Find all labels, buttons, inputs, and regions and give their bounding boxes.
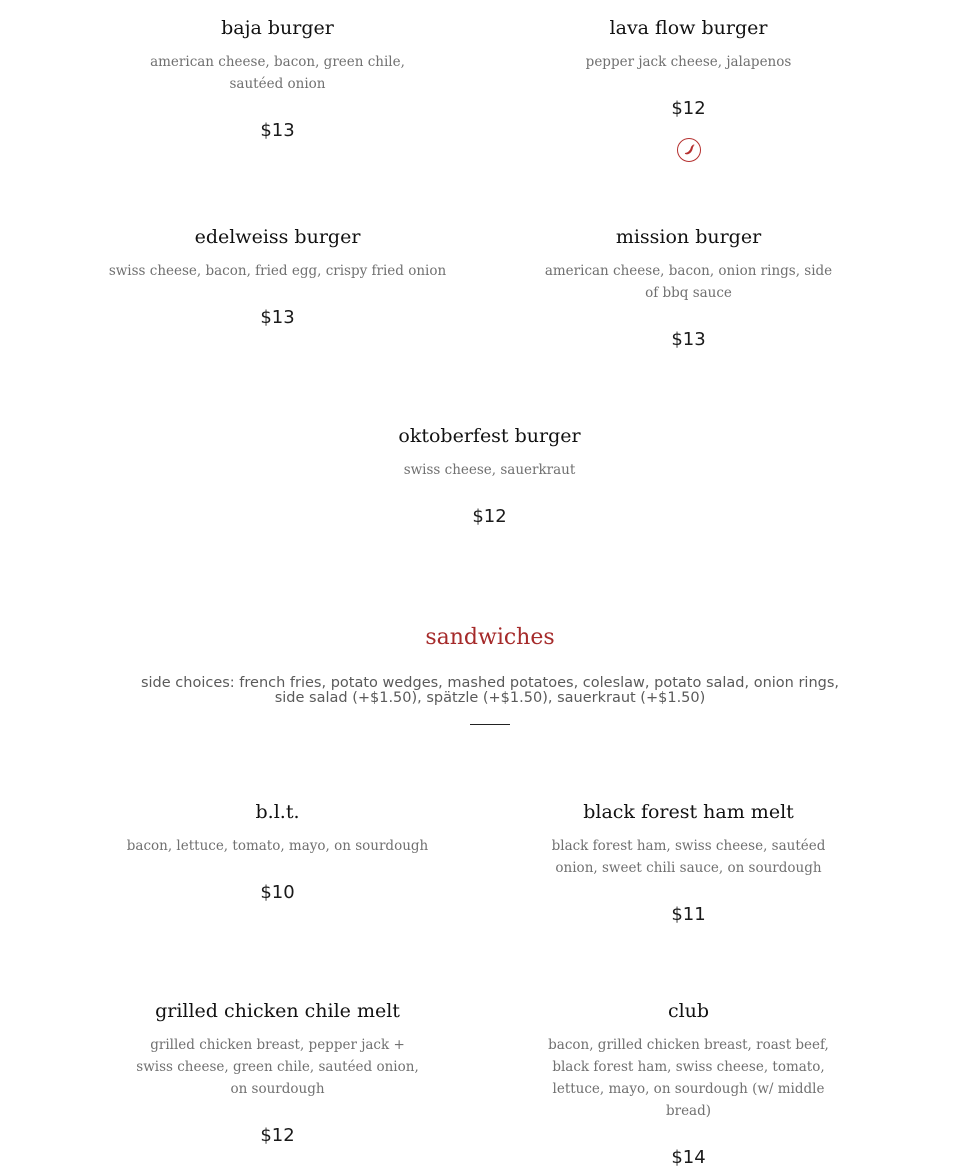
item-price: $12 bbox=[260, 1125, 295, 1146]
item-description: bacon, lettuce, tomato, mayo, on sourdough bbox=[126, 838, 429, 854]
menu-item-mission-burger bbox=[536, 226, 841, 351]
item-price: $10 bbox=[260, 882, 295, 903]
menu-item-edelweiss-burger bbox=[100, 226, 455, 329]
section-side-choices-note: side choices: french fries, potato wedges, mashed potatoes, coleslaw, potato salad, onion rings, side salad (+$1.50), spätzle (+$1.50), sauerkraut (+$1.50) bbox=[140, 675, 840, 706]
item-price: $12 bbox=[472, 506, 507, 527]
item-name: lava flow burger bbox=[609, 17, 768, 39]
item-description: bacon, grilled chicken breast, roast beef, black forest ham, swiss cheese, tomato, lettuce, mayo, on sourdough (w/ middle bread) bbox=[548, 1037, 829, 1119]
menu-item-lava-flow-burger bbox=[536, 17, 841, 162]
menu-item-blt bbox=[125, 801, 430, 904]
item-price: $14 bbox=[671, 1147, 706, 1168]
item-price: $11 bbox=[671, 904, 706, 925]
item-name: edelweiss burger bbox=[194, 226, 361, 248]
item-description: swiss cheese, sauerkraut bbox=[403, 462, 576, 478]
menu-item-baja-burger bbox=[125, 17, 430, 142]
menu-item-grilled-chicken-chile-melt bbox=[135, 1000, 420, 1147]
item-name: oktoberfest burger bbox=[398, 425, 581, 447]
item-price: $13 bbox=[671, 329, 706, 350]
item-name: club bbox=[667, 1000, 710, 1022]
item-name: b.l.t. bbox=[255, 801, 300, 823]
item-name: mission burger bbox=[615, 226, 762, 248]
item-description: black forest ham, swiss cheese, sautéed onion, sweet chili sauce, on sourdough bbox=[551, 838, 826, 876]
section-title-sandwiches: sandwiches bbox=[425, 625, 555, 650]
item-description: pepper jack cheese, jalapenos bbox=[585, 54, 792, 70]
item-price: $13 bbox=[260, 307, 295, 328]
item-price: $12 bbox=[671, 98, 706, 119]
chili-pepper-icon bbox=[677, 138, 701, 162]
item-name: black forest ham melt bbox=[583, 801, 794, 823]
item-description: american cheese, bacon, onion rings, side of bbq sauce bbox=[544, 263, 833, 301]
item-name: baja burger bbox=[221, 17, 334, 39]
item-price: $13 bbox=[260, 120, 295, 141]
item-name: grilled chicken chile melt bbox=[155, 1000, 400, 1022]
item-description: american cheese, bacon, green chile, sautéed onion bbox=[150, 54, 405, 92]
menu-item-black-forest-ham-melt bbox=[536, 801, 841, 926]
item-description: grilled chicken breast, pepper jack + swiss cheese, green chile, sautéed onion, on sourdough bbox=[136, 1037, 419, 1097]
item-description: swiss cheese, bacon, fried egg, crispy fried onion bbox=[108, 263, 447, 279]
section-divider bbox=[470, 724, 510, 725]
menu-item-oktoberfest-burger bbox=[337, 425, 642, 528]
